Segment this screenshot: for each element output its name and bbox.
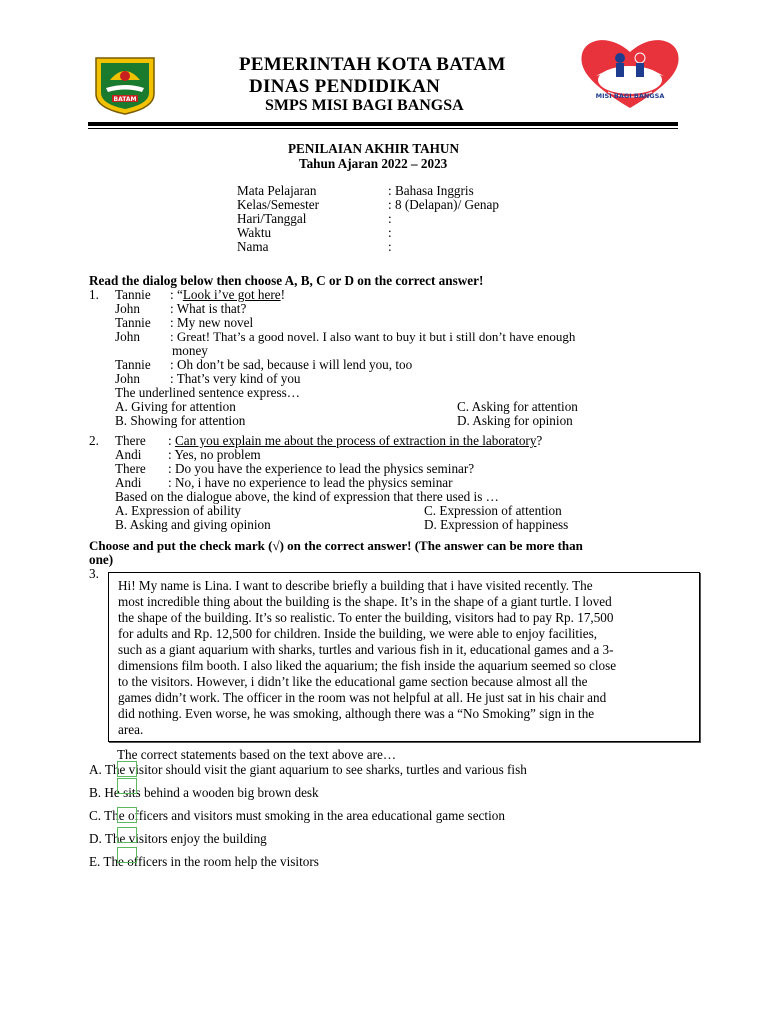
exam-title: PENILAIAN AKHIR TAHUN bbox=[288, 141, 459, 156]
speaker-name: John bbox=[115, 301, 140, 316]
section2-instruction: Choose and put the check mark (√) on the correct answer! (The answer can be more than bbox=[89, 538, 583, 553]
option-a[interactable]: A. Expression of ability bbox=[115, 503, 241, 518]
info-label-time: Waktu bbox=[237, 225, 272, 240]
checkbox-c[interactable] bbox=[117, 807, 137, 823]
dialog-line: : Yes, no problem bbox=[168, 447, 261, 462]
question-text: Based on the dialogue above, the kind of expression that there used is … bbox=[115, 489, 499, 504]
info-value-date: : bbox=[388, 211, 392, 226]
story-line: dimensions film booth. I also liked the aquarium; the fish inside the aquarium seemed so close bbox=[118, 658, 617, 673]
reading-text-box bbox=[108, 572, 700, 742]
dialog-line: : No, i have no experience to lead the physics seminar bbox=[168, 475, 453, 490]
option-b[interactable]: B. Asking and giving opinion bbox=[115, 517, 271, 532]
left-logo-text: BATAM bbox=[113, 96, 137, 103]
option-d[interactable]: D. Expression of happiness bbox=[424, 517, 569, 532]
speaker-name: Tannie bbox=[115, 315, 151, 330]
story-line: games didn’t work. The officer in the room was not helpful at all. He just sat in his chair and bbox=[118, 690, 607, 705]
option-b[interactable]: B. Showing for attention bbox=[115, 413, 246, 428]
question-number: 3. bbox=[89, 566, 99, 581]
section1-instruction: Read the dialog below then choose A, B, C or D on the correct answer! bbox=[89, 273, 484, 288]
underlined-sentence: Can you explain me about the process of extraction in the laboratory bbox=[174, 433, 537, 448]
question-text: The underlined sentence express… bbox=[115, 385, 300, 400]
header-divider-thick bbox=[88, 122, 678, 126]
department-title: DINAS PENDIDIKAN bbox=[249, 76, 441, 97]
info-label-subject: Mata Pelajaran bbox=[237, 183, 317, 198]
story-line: area. bbox=[118, 722, 144, 737]
story-line: Hi! My name is Lina. I want to describe briefly a building that i have visited recently. The bbox=[118, 578, 593, 593]
underlined-sentence: Look i’ve got here bbox=[182, 287, 281, 302]
info-label-name: Nama bbox=[237, 239, 269, 254]
info-label-class: Kelas/Semester bbox=[237, 197, 320, 212]
dialog-line: : Can you explain me about the process of extraction in the laboratory? bbox=[168, 433, 543, 448]
speaker-name: There bbox=[115, 461, 146, 476]
option-d[interactable]: D. Asking for opinion bbox=[457, 413, 573, 428]
checkbox-d[interactable] bbox=[117, 827, 137, 843]
statement-a: A. The visitor should visit the giant aquarium to see sharks, turtles and various fish bbox=[89, 762, 527, 777]
dialog-line: : Do you have the experience to lead the physics seminar? bbox=[168, 461, 475, 476]
batam-city-emblem-logo bbox=[92, 54, 158, 116]
info-value-subject: : Bahasa Inggris bbox=[388, 183, 474, 198]
story-line: such as a giant aquarium with sharks, turtles and various fish in it, educational games and a 3- bbox=[118, 642, 614, 657]
dialog-line: money bbox=[172, 343, 208, 358]
statement-d: D. The visitors enjoy the building bbox=[89, 831, 267, 846]
checkbox-e[interactable] bbox=[117, 847, 137, 863]
header-divider-thin bbox=[88, 128, 678, 129]
dialog-line: : My new novel bbox=[170, 315, 254, 330]
dialog-line: : Oh don’t be sad, because i will lend you, too bbox=[170, 357, 413, 372]
dialog-line: : “Look i’ve got here! bbox=[170, 287, 286, 302]
question-text: The correct statements based on the text above are… bbox=[117, 747, 397, 762]
question-number: 1. bbox=[89, 287, 99, 302]
checkbox-a[interactable] bbox=[117, 761, 137, 777]
school-name: SMPS MISI BAGI BANGSA bbox=[265, 97, 464, 114]
story-line: the shape of the building. It’s so realistic. To enter the building, visitors had to pay Rp. 17,500 bbox=[118, 610, 614, 625]
speaker-name: John bbox=[115, 329, 140, 344]
info-value-time: : bbox=[388, 225, 392, 240]
speaker-name: Tannie bbox=[115, 357, 151, 372]
info-value-class: : 8 (Delapan)/ Genap bbox=[388, 197, 499, 212]
speaker-name: John bbox=[115, 371, 140, 386]
school-year: Tahun Ajaran 2022 – 2023 bbox=[299, 156, 448, 171]
school-heart-logo bbox=[576, 36, 684, 110]
dialog-line: : Great! That’s a good novel. I also want to buy it but i still don’t have enough bbox=[170, 329, 576, 344]
option-c[interactable]: C. Asking for attention bbox=[457, 399, 578, 414]
dialog-line: : What is that? bbox=[170, 301, 247, 316]
statement-e: E. The officers in the room help the visitors bbox=[89, 854, 319, 869]
info-value-name: : bbox=[388, 239, 392, 254]
statement-c: C. The officers and visitors must smoking in the area educational game section bbox=[89, 808, 505, 823]
story-line: did nothing. Even worse, he was smoking, although there was a “No Smoking” sign in the bbox=[118, 706, 595, 721]
speaker-name: Tannie bbox=[115, 287, 151, 302]
story-line: for adults and Rp. 12,500 for children. Inside the building, we were able to enjoy facilities, bbox=[118, 626, 598, 641]
statement-b: B. He sits behind a wooden big brown desk bbox=[89, 785, 319, 800]
story-line: to the visitors. However, i didn’t like the educational game section because almost all the bbox=[118, 674, 588, 689]
government-title: PEMERINTAH KOTA BATAM bbox=[239, 54, 506, 75]
dialog-line: : That’s very kind of you bbox=[170, 371, 301, 386]
speaker-name: There bbox=[115, 433, 146, 448]
question-number: 2. bbox=[89, 433, 99, 448]
option-c[interactable]: C. Expression of attention bbox=[424, 503, 562, 518]
checkbox-b[interactable] bbox=[117, 778, 137, 794]
story-line: most incredible thing about the building is the shape. It’s in the shape of a giant turtle. I loved bbox=[118, 594, 612, 609]
speaker-name: Andi bbox=[115, 475, 142, 490]
section2-instruction-cont: one) bbox=[89, 552, 114, 567]
info-label-date: Hari/Tanggal bbox=[237, 211, 307, 226]
speaker-name: Andi bbox=[115, 447, 142, 462]
option-a[interactable]: A. Giving for attention bbox=[115, 399, 236, 414]
right-logo-text: MISI BAGI BANGSA bbox=[595, 92, 665, 100]
